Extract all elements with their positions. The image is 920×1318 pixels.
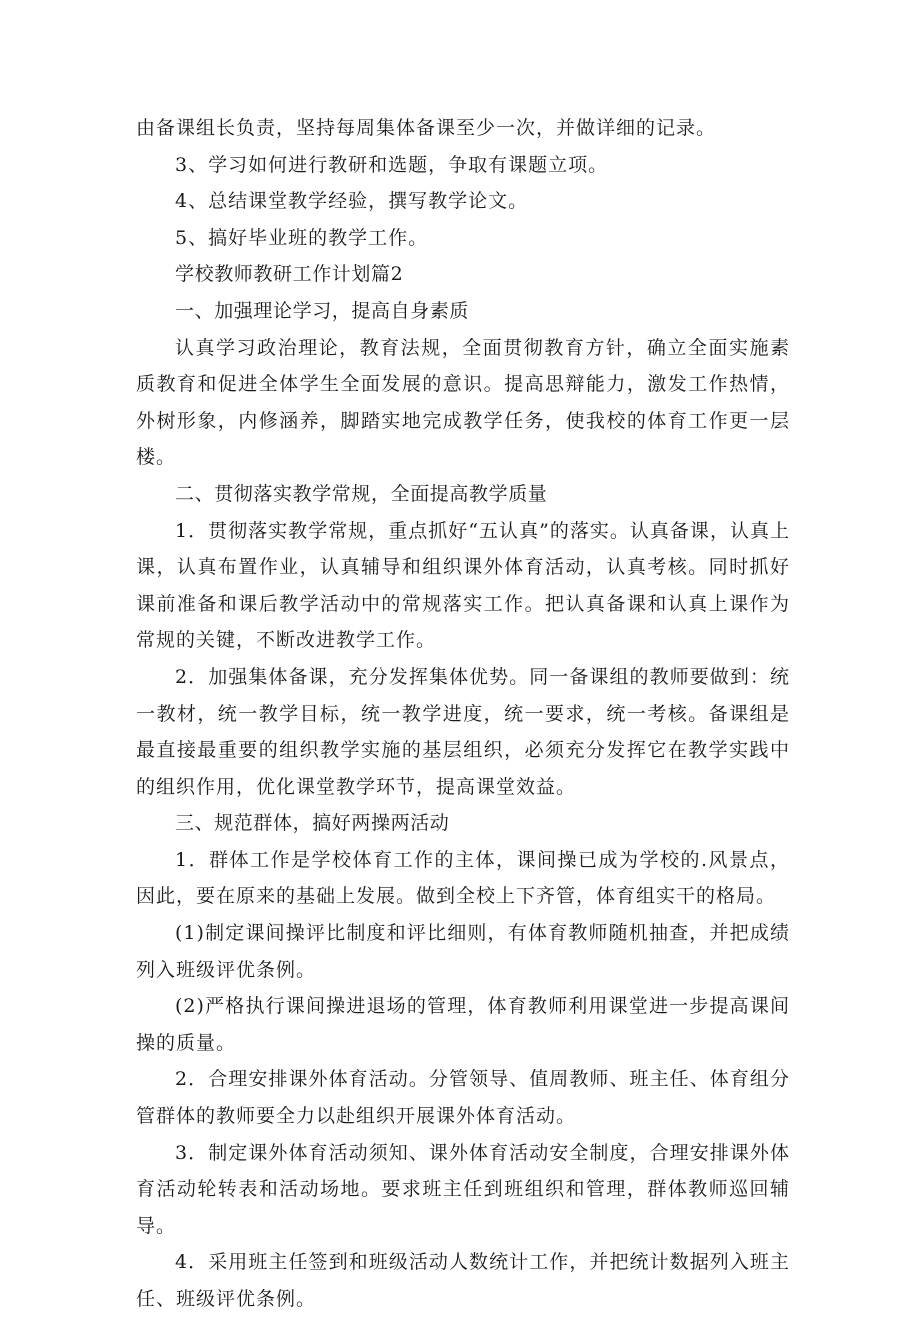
paragraph-item-3: 3、学习如何进行教研和选题，争取有课题立项。 (175, 153, 609, 176)
paragraph-teaching-routine: 1．贯彻落实教学常规，重点抓好“五认真”的落实。认真备课，认真上课，认真布置作业，认真辅导和组织课外体育活动，认真考核。同时抓好课前准备和课后教学活动中的常规落实工作。把认真备课和认真上课作为常规的关键，不断改进教学工作。 (136, 519, 790, 652)
paragraph-sign-in: 4．采用班主任签到和班级活动人数统计工作，并把统计数据列入班主任、班级评优条例。 (136, 1251, 790, 1310)
section-title: 学校教师教研工作计划篇2 (175, 263, 404, 286)
heading-two: 二、贯彻落实教学常规，全面提高教学质量 (175, 482, 548, 505)
paragraph-item-5: 5、搞好毕业班的教学工作。 (175, 226, 429, 249)
heading-one: 一、加强理论学习，提高自身素质 (175, 299, 470, 322)
paragraph-item-4: 4、总结课堂教学经验，撰写教学论文。 (175, 190, 529, 213)
heading-three: 三、规范群体，搞好两操两活动 (175, 812, 450, 835)
paragraph-safety-rules: 3．制定课外体育活动须知、课外体育活动安全制度，合理安排课外体育活动轮转表和活动场地。要求班主任到班组织和管理，群体教师巡回辅导。 (136, 1141, 790, 1237)
paragraph-collective-prep: 2．加强集体备课，充分发挥集体优势。同一备课组的教师要做到：统一教材，统一教学目标，统一教学进度，统一要求，统一考核。备课组是最直接最重要的组织教学实施的基层组织，必须充分发挥它在教学实践中的组织作用，优化课堂教学环节，提高课堂效益。 (136, 665, 790, 798)
paragraph-extracurricular: 2．合理安排课外体育活动。分管领导、值周教师、班主任、体育组分管群体的教师要全力以赴组织开展课外体育活动。 (136, 1068, 790, 1128)
paragraph-sub-1: (1)制定课间操评比制度和评比细则，有体育教师随机抽查，并把成绩列入班级评优条例。 (136, 922, 790, 981)
paragraph-sub-2: (2)严格执行课间操进退场的管理，体育教师利用课堂进一步提高课间操的质量。 (136, 995, 790, 1054)
paragraph-group-work: 1．群体工作是学校体育工作的主体，课间操已成为学校的.风景点，因此，要在原来的基础上发展。做到全校上下齐管，体育组实干的格局。 (136, 848, 790, 908)
document-body (136, 110, 790, 1318)
paragraph-continuation: 由备课组长负责，坚持每周集体备课至少一次，并做详细的记录。 (136, 117, 717, 139)
paragraph-theory-study: 认真学习政治理论，教育法规，全面贯彻教育方针，确立全面实施素质教育和促进全体学生全面发展的意识。提高思辩能力，激发工作热情，外树形象，内修涵养，脚踏实地完成教学任务，使我校的体育工作更一层楼。 (136, 336, 790, 469)
